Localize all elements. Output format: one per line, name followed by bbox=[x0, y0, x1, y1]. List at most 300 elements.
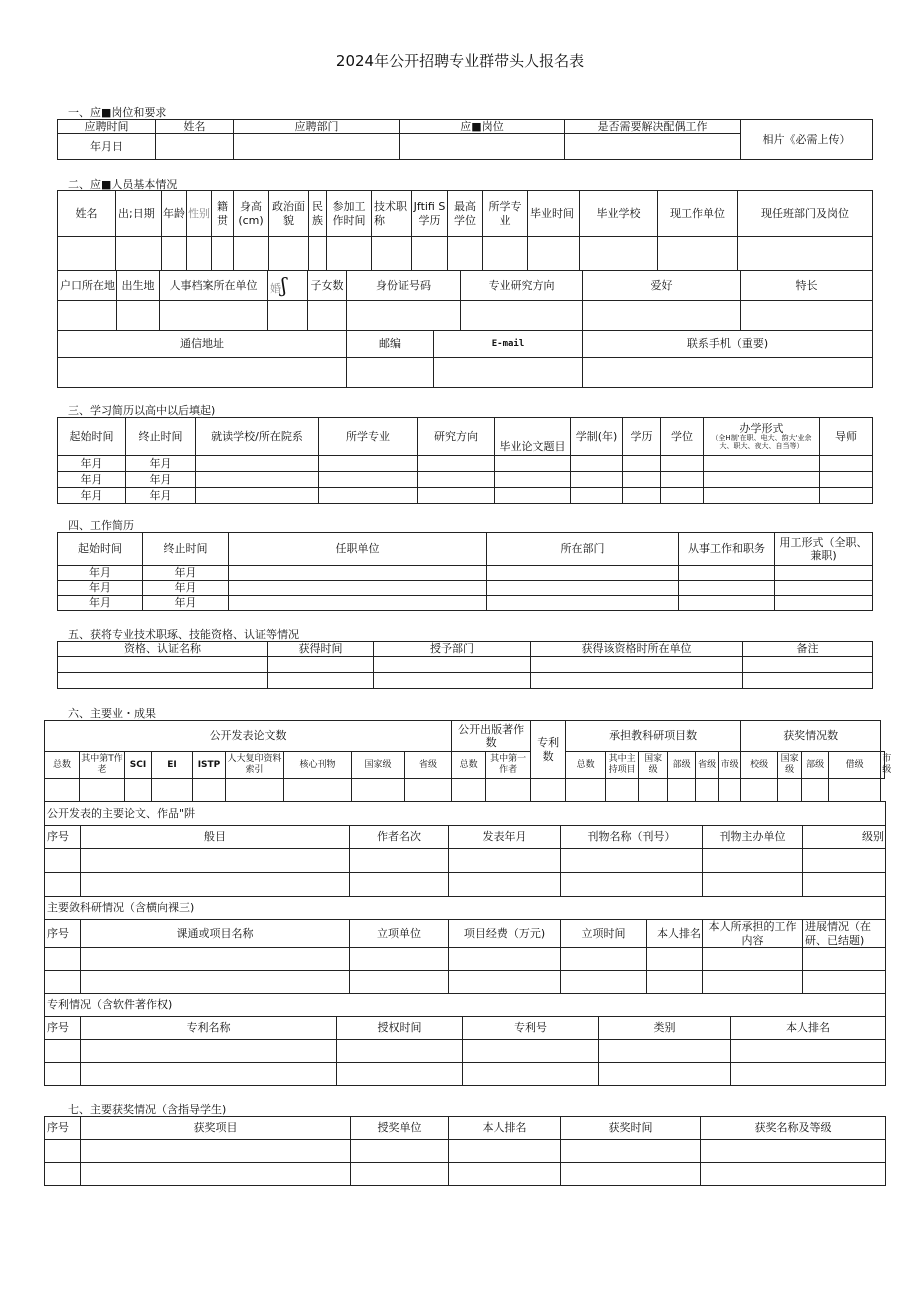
sub-header-cell: ISTP bbox=[193, 752, 226, 779]
header-cell: 所学专业 bbox=[483, 191, 528, 237]
input-cell[interactable] bbox=[449, 849, 561, 873]
header-cell: 学历 bbox=[623, 418, 661, 456]
sub-section-title: 主要敛科研情况（含横向裸三) bbox=[45, 897, 886, 920]
input-cell[interactable] bbox=[58, 237, 116, 271]
input-cell[interactable] bbox=[701, 1163, 886, 1186]
input-cell[interactable] bbox=[658, 237, 738, 271]
input-cell[interactable] bbox=[583, 301, 741, 331]
input-cell[interactable] bbox=[623, 488, 661, 504]
input-cell[interactable] bbox=[156, 134, 234, 160]
input-cell[interactable] bbox=[743, 673, 873, 689]
input-cell[interactable] bbox=[58, 358, 347, 388]
input-cell[interactable] bbox=[229, 581, 487, 596]
input-cell[interactable] bbox=[486, 779, 531, 802]
input-cell[interactable] bbox=[45, 779, 80, 802]
header-cell: 所在部门 bbox=[487, 533, 679, 566]
input-cell[interactable] bbox=[461, 301, 583, 331]
header-cell: 技术职称 bbox=[372, 191, 412, 237]
header-cell: 姓名 bbox=[156, 120, 234, 134]
header-cell: 项目经费（万元) bbox=[449, 920, 561, 948]
header-cell: 作者名次 bbox=[350, 826, 449, 849]
date-cell[interactable]: 年月 bbox=[143, 581, 229, 596]
input-cell[interactable] bbox=[374, 657, 531, 673]
header-cell: 般目 bbox=[81, 826, 350, 849]
header-cell: 身高(cm) bbox=[234, 191, 269, 237]
section-2-heading: 二、应■人员基本情况 bbox=[68, 178, 178, 191]
input-cell[interactable] bbox=[45, 971, 81, 994]
sub-header-cell: 总数 bbox=[452, 752, 486, 779]
input-cell[interactable] bbox=[463, 1063, 599, 1086]
input-cell[interactable] bbox=[308, 301, 347, 331]
header-cell: 出生地 bbox=[117, 271, 160, 301]
table-section-1 bbox=[57, 119, 873, 160]
header-cell: 发表年月 bbox=[449, 826, 561, 849]
input-cell[interactable] bbox=[802, 779, 829, 802]
input-cell[interactable] bbox=[565, 134, 741, 160]
input-cell[interactable] bbox=[337, 1063, 463, 1086]
input-cell[interactable] bbox=[703, 971, 803, 994]
table-section-6-projects bbox=[44, 896, 886, 994]
table-section-2c bbox=[57, 330, 873, 388]
header-cell bbox=[704, 418, 820, 456]
input-cell[interactable] bbox=[679, 566, 775, 581]
header-cell: 毕业时间 bbox=[528, 191, 580, 237]
date-cell[interactable]: 年月 bbox=[126, 456, 196, 472]
input-cell[interactable] bbox=[269, 237, 309, 271]
input-cell[interactable] bbox=[463, 1040, 599, 1063]
input-cell[interactable] bbox=[81, 1063, 337, 1086]
input-cell[interactable] bbox=[719, 779, 741, 802]
input-cell[interactable] bbox=[775, 566, 873, 581]
header-cell: 专利号 bbox=[463, 1017, 599, 1040]
input-cell[interactable] bbox=[45, 948, 81, 971]
header-cell: 终止时间 bbox=[143, 533, 229, 566]
input-cell[interactable] bbox=[661, 488, 704, 504]
input-cell[interactable] bbox=[487, 566, 679, 581]
header-cell: 级别 bbox=[803, 826, 886, 849]
input-cell[interactable] bbox=[583, 358, 873, 388]
input-cell[interactable] bbox=[418, 488, 495, 504]
input-cell[interactable] bbox=[571, 456, 623, 472]
input-cell[interactable] bbox=[400, 134, 565, 160]
header-cell: 政治面貌 bbox=[269, 191, 309, 237]
sub-section-title: 专利情况（含软件著作权) bbox=[45, 994, 886, 1017]
input-cell[interactable] bbox=[81, 1163, 351, 1186]
header-cell: 现任班部门及岗位 bbox=[738, 191, 873, 237]
header-cell: 获奖项目 bbox=[81, 1117, 351, 1140]
input-cell[interactable] bbox=[731, 1063, 886, 1086]
sub-section-title: 公开发表的主要论文、作品"阱 bbox=[45, 802, 886, 826]
sub-header-cell: 部级 bbox=[668, 752, 696, 779]
input-cell[interactable] bbox=[193, 779, 226, 802]
input-cell[interactable] bbox=[803, 971, 886, 994]
input-cell[interactable] bbox=[561, 971, 647, 994]
sub-header-cell: 人大复印资料索引 bbox=[226, 752, 284, 779]
input-cell[interactable] bbox=[531, 779, 566, 802]
input-cell[interactable] bbox=[448, 237, 483, 271]
input-cell[interactable] bbox=[803, 873, 886, 897]
input-cell[interactable] bbox=[337, 1040, 463, 1063]
input-cell[interactable] bbox=[268, 673, 374, 689]
sub-header-cell: 总数 bbox=[566, 752, 606, 779]
header-cell: 籍贯 bbox=[212, 191, 234, 237]
header-cell: 本人排名 bbox=[647, 920, 703, 948]
input-cell[interactable] bbox=[319, 472, 418, 488]
date-cell[interactable]: 年月 bbox=[126, 488, 196, 504]
input-cell[interactable] bbox=[372, 237, 412, 271]
date-cell[interactable]: 年月 bbox=[58, 456, 126, 472]
date-cell[interactable]: 年月 bbox=[58, 488, 126, 504]
group-header-cell: 公开出版著作数 bbox=[452, 721, 531, 752]
section-1-heading: 一、应■岗位和要求 bbox=[68, 106, 167, 119]
input-cell[interactable] bbox=[347, 301, 461, 331]
date-cell[interactable]: 年月 bbox=[58, 581, 143, 596]
sub-header-cell: 国家级 bbox=[778, 752, 802, 779]
header-cell: 资格、认证名称 bbox=[58, 642, 268, 657]
header-cell: 性别 bbox=[187, 191, 212, 237]
sub-header-cell: 借级 bbox=[829, 752, 881, 779]
header-cell: 户口所在地 bbox=[58, 271, 117, 301]
input-cell[interactable] bbox=[487, 596, 679, 611]
table-section-3 bbox=[57, 417, 873, 504]
sub-header-cell: EI bbox=[152, 752, 193, 779]
section-7-heading: 七、主要获奖情况（含指导学生) bbox=[68, 1103, 227, 1116]
table-section-5 bbox=[57, 641, 873, 689]
input-cell[interactable] bbox=[117, 301, 160, 331]
header-cell: 刊物主办单位 bbox=[703, 826, 803, 849]
input-cell[interactable] bbox=[81, 1040, 337, 1063]
sub-header-cell: 国家级 bbox=[639, 752, 668, 779]
input-cell[interactable] bbox=[45, 1040, 81, 1063]
date-cell[interactable]: 年月 bbox=[58, 472, 126, 488]
header-cell: Jftifi S学历 bbox=[412, 191, 448, 237]
input-cell[interactable] bbox=[268, 301, 308, 331]
input-cell[interactable] bbox=[81, 873, 350, 897]
photo-cell[interactable]: 相片《必需上传） bbox=[741, 120, 873, 160]
header-cell: 本人所承担的工作内容 bbox=[703, 920, 803, 948]
input-cell[interactable] bbox=[495, 472, 571, 488]
header-cell: 备注 bbox=[743, 642, 873, 657]
input-cell[interactable] bbox=[327, 237, 372, 271]
input-cell[interactable] bbox=[571, 472, 623, 488]
sub-header-cell: 市级 bbox=[881, 752, 885, 779]
marriage-label: 婚 bbox=[270, 281, 281, 295]
date-cell[interactable]: 年月日 bbox=[58, 134, 156, 160]
header-cell: 获得时间 bbox=[268, 642, 374, 657]
section-4-heading: 四、工作简历 bbox=[68, 519, 134, 532]
sub-header-cell: 总数 bbox=[45, 752, 80, 779]
input-cell[interactable] bbox=[116, 237, 162, 271]
header-cell: 序号 bbox=[45, 920, 81, 948]
sub-header-cell: 其中第T作老 bbox=[80, 752, 125, 779]
marriage-header-cell bbox=[268, 271, 308, 301]
input-cell[interactable] bbox=[647, 948, 703, 971]
table-section-6-patents bbox=[44, 993, 886, 1086]
input-cell[interactable] bbox=[162, 237, 187, 271]
input-cell[interactable] bbox=[679, 596, 775, 611]
header-cell: 研究方向 bbox=[418, 418, 495, 456]
header-cell: 通信地址 bbox=[58, 331, 347, 358]
input-cell[interactable] bbox=[125, 779, 152, 802]
input-cell[interactable] bbox=[45, 1140, 81, 1163]
input-cell[interactable] bbox=[350, 971, 449, 994]
header-cell: 授权时间 bbox=[337, 1017, 463, 1040]
input-cell[interactable] bbox=[561, 1140, 701, 1163]
header-cell: 课通或项目名称 bbox=[81, 920, 350, 948]
input-cell[interactable] bbox=[449, 948, 561, 971]
form-title: 2024年公开招聘专业群带头人报名表 bbox=[335, 52, 585, 70]
input-cell[interactable] bbox=[639, 779, 668, 802]
input-cell[interactable] bbox=[152, 779, 193, 802]
header-cell: 任职单位 bbox=[229, 533, 487, 566]
input-cell[interactable] bbox=[81, 971, 350, 994]
input-cell[interactable] bbox=[561, 849, 703, 873]
header-cell: 立项时间 bbox=[561, 920, 647, 948]
input-cell[interactable] bbox=[668, 779, 696, 802]
header-cell: 现工作单位 bbox=[658, 191, 738, 237]
header-cell: 用工形式（全职、兼职) bbox=[775, 533, 873, 566]
header-cell: 应聘时间 bbox=[58, 120, 156, 134]
header-cell: 授奖单位 bbox=[351, 1117, 449, 1140]
header-cell: 民族 bbox=[309, 191, 327, 237]
input-cell[interactable] bbox=[661, 472, 704, 488]
header-cell: 毕业论文题目 bbox=[495, 418, 571, 456]
header-cell: 获得该资格时所在单位 bbox=[531, 642, 743, 657]
header-cell: 从事工作和职务 bbox=[679, 533, 775, 566]
input-cell[interactable] bbox=[528, 237, 580, 271]
input-cell[interactable] bbox=[775, 596, 873, 611]
header-cell: 应■岗位 bbox=[400, 120, 565, 134]
header-cell: 类别 bbox=[599, 1017, 731, 1040]
header-cell: 是否需要解决配偶工作 bbox=[565, 120, 741, 134]
input-cell[interactable] bbox=[81, 1140, 351, 1163]
input-cell[interactable] bbox=[738, 237, 873, 271]
input-cell[interactable] bbox=[679, 581, 775, 596]
input-cell[interactable] bbox=[212, 237, 234, 271]
input-cell[interactable] bbox=[196, 488, 319, 504]
header-cell: 专利名称 bbox=[81, 1017, 337, 1040]
study-form-note: （全H制'在职、电大、韵大'业余大、职大、夜大、自当等） bbox=[711, 434, 812, 451]
input-cell[interactable] bbox=[704, 456, 820, 472]
header-cell: 所学专业 bbox=[319, 418, 418, 456]
input-cell[interactable] bbox=[229, 596, 487, 611]
input-cell[interactable] bbox=[45, 1163, 81, 1186]
input-cell[interactable] bbox=[531, 657, 743, 673]
header-cell: 毕业学校 bbox=[580, 191, 658, 237]
input-cell[interactable] bbox=[820, 456, 873, 472]
header-cell: 导师 bbox=[820, 418, 873, 456]
input-cell[interactable] bbox=[741, 301, 873, 331]
sub-header-cell: 其中第一作者 bbox=[486, 752, 531, 779]
input-cell[interactable] bbox=[418, 456, 495, 472]
input-cell[interactable] bbox=[351, 1163, 449, 1186]
input-cell[interactable] bbox=[820, 488, 873, 504]
sub-header-cell: 校级 bbox=[741, 752, 778, 779]
sub-header-cell: 省级 bbox=[405, 752, 452, 779]
section-6-heading: 六、主要业・成果 bbox=[68, 707, 156, 720]
date-cell[interactable]: 年月 bbox=[58, 566, 143, 581]
input-cell[interactable] bbox=[187, 237, 212, 271]
header-cell: 就读学校/所在院系 bbox=[196, 418, 319, 456]
sub-header-cell: 部级 bbox=[802, 752, 829, 779]
input-cell[interactable] bbox=[45, 873, 81, 897]
header-cell: 专业研究方向 bbox=[461, 271, 583, 301]
input-cell[interactable] bbox=[449, 873, 561, 897]
input-cell[interactable] bbox=[561, 873, 703, 897]
group-header-cell: 承担教科研项目数 bbox=[566, 721, 741, 752]
input-cell[interactable] bbox=[284, 779, 352, 802]
input-cell[interactable] bbox=[449, 1163, 561, 1186]
table-section-7 bbox=[44, 1116, 886, 1186]
input-cell[interactable] bbox=[704, 488, 820, 504]
input-cell[interactable] bbox=[580, 237, 658, 271]
input-cell[interactable] bbox=[661, 456, 704, 472]
table-section-6-counts bbox=[44, 720, 892, 802]
header-cell: 本人排名 bbox=[731, 1017, 886, 1040]
header-cell: 特长 bbox=[741, 271, 873, 301]
input-cell[interactable] bbox=[803, 849, 886, 873]
input-cell[interactable] bbox=[350, 948, 449, 971]
input-cell[interactable] bbox=[309, 237, 327, 271]
header-cell: 序号 bbox=[45, 1117, 81, 1140]
input-cell[interactable] bbox=[743, 657, 873, 673]
input-cell[interactable] bbox=[623, 456, 661, 472]
input-cell[interactable] bbox=[350, 849, 449, 873]
input-cell[interactable] bbox=[561, 1163, 701, 1186]
input-cell[interactable] bbox=[483, 237, 528, 271]
input-cell[interactable] bbox=[412, 237, 448, 271]
header-cell: 出;日期 bbox=[116, 191, 162, 237]
header-cell: E-mail bbox=[434, 331, 583, 358]
input-cell[interactable] bbox=[45, 1063, 81, 1086]
input-cell[interactable] bbox=[319, 456, 418, 472]
header-cell: 联系手机（重要) bbox=[583, 331, 873, 358]
input-cell[interactable] bbox=[703, 849, 803, 873]
input-cell[interactable] bbox=[418, 472, 495, 488]
input-cell[interactable] bbox=[434, 358, 583, 388]
study-form-label: 办学形式 bbox=[739, 422, 784, 436]
header-cell: 序号 bbox=[45, 826, 81, 849]
input-cell[interactable] bbox=[58, 301, 117, 331]
input-cell[interactable] bbox=[160, 301, 268, 331]
input-cell[interactable] bbox=[58, 673, 268, 689]
input-cell[interactable] bbox=[347, 358, 434, 388]
section-3-heading: 三、学习简历以高中以后填起) bbox=[68, 404, 216, 417]
header-cell: 应聘部门 bbox=[234, 120, 400, 134]
sub-header-cell: 省级 bbox=[696, 752, 719, 779]
input-cell[interactable] bbox=[703, 873, 803, 897]
input-cell[interactable] bbox=[234, 134, 400, 160]
input-cell[interactable] bbox=[319, 488, 418, 504]
header-cell: 邮编 bbox=[347, 331, 434, 358]
header-cell: 学制(年) bbox=[571, 418, 623, 456]
header-cell: 人事档案所在单位 bbox=[160, 271, 268, 301]
signature-mark-icon: ʃ bbox=[281, 272, 287, 297]
input-cell[interactable] bbox=[599, 1063, 731, 1086]
input-cell[interactable] bbox=[495, 456, 571, 472]
input-cell[interactable] bbox=[449, 971, 561, 994]
input-cell[interactable] bbox=[623, 472, 661, 488]
input-cell[interactable] bbox=[599, 1040, 731, 1063]
input-cell[interactable] bbox=[374, 673, 531, 689]
input-cell[interactable] bbox=[803, 948, 886, 971]
header-cell: 授予部门 bbox=[374, 642, 531, 657]
input-cell[interactable] bbox=[704, 472, 820, 488]
date-cell[interactable]: 年月 bbox=[126, 472, 196, 488]
input-cell[interactable] bbox=[487, 581, 679, 596]
date-cell[interactable]: 年月 bbox=[143, 566, 229, 581]
input-cell[interactable] bbox=[701, 1140, 886, 1163]
table-section-2a bbox=[57, 190, 873, 271]
input-cell[interactable] bbox=[775, 581, 873, 596]
input-cell[interactable] bbox=[531, 673, 743, 689]
sub-header-cell: SCI bbox=[125, 752, 152, 779]
input-cell[interactable] bbox=[452, 779, 486, 802]
input-cell[interactable] bbox=[80, 779, 125, 802]
input-cell[interactable] bbox=[647, 971, 703, 994]
input-cell[interactable] bbox=[703, 948, 803, 971]
input-cell[interactable] bbox=[820, 472, 873, 488]
input-cell[interactable] bbox=[81, 849, 350, 873]
header-cell: 学位 bbox=[661, 418, 704, 456]
input-cell[interactable] bbox=[741, 779, 778, 802]
header-cell: 身份证号码 bbox=[347, 271, 461, 301]
date-cell[interactable]: 年月 bbox=[58, 596, 143, 611]
input-cell[interactable] bbox=[268, 657, 374, 673]
header-cell: 参加工作时间 bbox=[327, 191, 372, 237]
group-header-cell: 专利数 bbox=[531, 721, 566, 779]
header-cell: 获奖时间 bbox=[561, 1117, 701, 1140]
input-cell[interactable] bbox=[350, 873, 449, 897]
input-cell[interactable] bbox=[495, 488, 571, 504]
input-cell[interactable] bbox=[606, 779, 639, 802]
date-cell[interactable]: 年月 bbox=[143, 596, 229, 611]
input-cell[interactable] bbox=[731, 1040, 886, 1063]
input-cell[interactable] bbox=[566, 779, 606, 802]
sub-header-cell: 国家级 bbox=[352, 752, 405, 779]
input-cell[interactable] bbox=[45, 849, 81, 873]
input-cell[interactable] bbox=[226, 779, 284, 802]
input-cell[interactable] bbox=[351, 1140, 449, 1163]
header-cell: 年龄 bbox=[162, 191, 187, 237]
input-cell[interactable] bbox=[829, 779, 881, 802]
input-cell[interactable] bbox=[229, 566, 487, 581]
table-section-2b bbox=[57, 270, 873, 331]
input-cell[interactable] bbox=[696, 779, 719, 802]
input-cell[interactable] bbox=[352, 779, 405, 802]
header-cell: 本人排名 bbox=[449, 1117, 561, 1140]
input-cell[interactable] bbox=[81, 948, 350, 971]
input-cell[interactable] bbox=[449, 1140, 561, 1163]
table-section-6-papers bbox=[44, 801, 886, 897]
input-cell[interactable] bbox=[561, 948, 647, 971]
input-cell[interactable] bbox=[778, 779, 802, 802]
group-header-cell: 获奖情况数 bbox=[741, 721, 881, 752]
input-cell[interactable] bbox=[196, 456, 319, 472]
input-cell[interactable] bbox=[196, 472, 319, 488]
header-cell: 获奖名称及等级 bbox=[701, 1117, 886, 1140]
header-cell: 刊物名称（刊号） bbox=[561, 826, 703, 849]
input-cell[interactable] bbox=[58, 657, 268, 673]
header-cell: 起始时间 bbox=[58, 418, 126, 456]
input-cell[interactable] bbox=[234, 237, 269, 271]
group-header-cell: 公开发表论文数 bbox=[45, 721, 452, 752]
input-cell[interactable] bbox=[571, 488, 623, 504]
header-cell: 起始时间 bbox=[58, 533, 143, 566]
input-cell[interactable] bbox=[405, 779, 452, 802]
header-cell: 姓名 bbox=[58, 191, 116, 237]
header-cell: 序号 bbox=[45, 1017, 81, 1040]
